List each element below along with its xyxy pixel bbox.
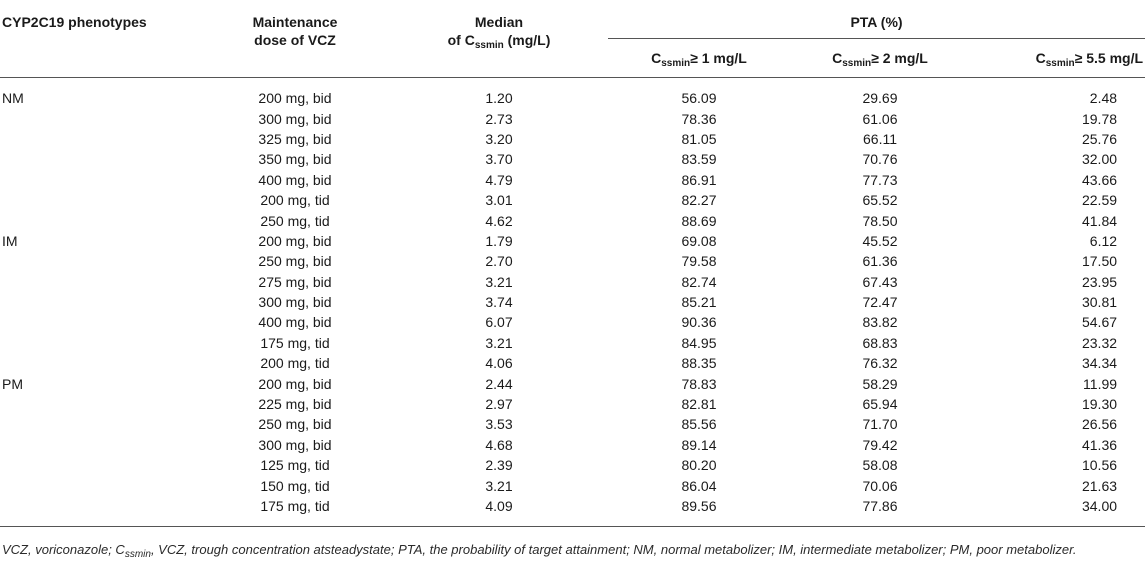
table-row (0, 149, 1145, 169)
cell-dose: 250 mg, bid (258, 253, 332, 270)
cell-dose: 200 mg, bid (258, 232, 332, 249)
cell-pta-1: 89.56 (681, 498, 717, 514)
cell-pta-55: 6.12 (1089, 232, 1118, 249)
cell-phenotype: IM (2, 232, 18, 249)
cell-pta-2: 61.36 (862, 253, 898, 270)
cell-pta-1: 56.09 (681, 90, 717, 107)
cell-dose: 175 mg, tid (260, 334, 330, 351)
table-row (0, 190, 1145, 210)
cell-phenotype (0, 170, 200, 190)
table-row (0, 272, 1145, 292)
cell-phenotype (0, 455, 200, 475)
cell-pta-1: 86.91 (681, 171, 717, 188)
cell-median: 6.07 (485, 314, 513, 331)
cell-pta-1: 88.35 (681, 355, 717, 372)
cell-pta-55: 22.59 (1081, 192, 1118, 209)
header-pta-group: PTA (%) (608, 0, 1145, 39)
cell-pta-2: 68.83 (862, 334, 898, 351)
table-row (0, 394, 1145, 414)
cell-pta-2: 67.43 (862, 273, 898, 290)
cell-pta-1: 80.20 (681, 457, 717, 474)
cell-pta-55: 10.56 (1081, 457, 1118, 474)
cell-dose: 200 mg, bid (258, 90, 332, 107)
cell-dose: 400 mg, bid (258, 314, 332, 331)
cell-median: 2.70 (485, 253, 513, 270)
cell-pta-1: 84.95 (681, 334, 717, 351)
table-row (0, 373, 1145, 393)
cell-phenotype (0, 353, 200, 373)
cell-pta-2: 78.50 (862, 212, 898, 229)
cell-median: 2.39 (485, 457, 513, 474)
cell-pta-2: 66.11 (863, 130, 897, 147)
header-dose: Maintenance dose of VCZ (200, 0, 390, 78)
cell-dose: 125 mg, tid (260, 457, 330, 474)
cell-pta-1: 88.69 (681, 212, 717, 229)
cell-pta-2: 29.69 (862, 90, 898, 107)
cell-pta-1: 82.27 (681, 192, 717, 209)
cell-pta-1: 79.58 (681, 253, 717, 270)
cell-pta-1: 83.59 (681, 151, 717, 168)
table-footnote: VCZ, voriconazole; $C_{ssmin}$, VCZ, trough concentration atsteadystate; PTA, the probability of target attainment; NM, normal metabolizer; IM, intermediate metabolizer; PM, poor metabolizer. (2, 542, 1077, 561)
cell-pta-55: 21.63 (1081, 477, 1118, 494)
cell-phenotype (0, 394, 200, 414)
table-row (0, 435, 1145, 455)
cell-phenotype (0, 496, 200, 526)
cell-pta-1: 89.14 (681, 436, 717, 453)
cell-median: 4.62 (485, 212, 513, 229)
cell-pta-1: 90.36 (681, 314, 717, 331)
table-row (0, 496, 1145, 526)
cell-pta-55: 23.95 (1081, 273, 1118, 290)
cell-pta-2: 58.29 (862, 375, 898, 392)
cell-median: 3.21 (485, 477, 513, 494)
cell-pta-1: 82.81 (681, 396, 717, 413)
table-row (0, 333, 1145, 353)
cell-pta-55: 54.67 (1081, 314, 1118, 331)
cell-median: 2.73 (485, 110, 513, 127)
cell-pta-1: 78.83 (681, 375, 717, 392)
cell-median: 3.21 (485, 273, 513, 290)
table-row (0, 108, 1145, 128)
cell-pta-55: 23.32 (1081, 334, 1118, 351)
header-pta-55: $C_{ssmin}\ge 5.5$ mg/L (970, 39, 1145, 78)
cell-pta-1: 78.36 (681, 110, 717, 127)
cell-pta-2: 58.08 (862, 457, 898, 474)
cell-median: 3.70 (485, 151, 513, 168)
cell-pta-55: 17.50 (1081, 253, 1118, 270)
cell-pta-2: 70.76 (862, 151, 898, 168)
cell-dose: 175 mg, tid (260, 498, 330, 514)
header-median: Median of $C_{ssmin}$ (mg/L) (390, 0, 608, 78)
header-pta-1: $C_{ssmin}\ge 1$ mg/L (608, 39, 790, 78)
cell-dose: 275 mg, bid (258, 273, 332, 290)
table-row (0, 312, 1145, 332)
table-row (0, 170, 1145, 190)
cell-phenotype (0, 190, 200, 210)
cell-pta-55: 19.78 (1081, 110, 1118, 127)
cell-dose: 200 mg, tid (260, 355, 330, 372)
cell-dose: 325 mg, bid (258, 130, 332, 147)
cell-pta-55: 19.30 (1081, 396, 1118, 413)
cell-pta-2: 79.42 (862, 436, 898, 453)
table-row (0, 78, 1145, 109)
cell-pta-2: 76.32 (862, 355, 898, 372)
cell-phenotype (0, 129, 200, 149)
cell-dose: 200 mg, bid (258, 375, 332, 392)
cell-phenotype (0, 108, 200, 128)
cell-dose: 150 mg, tid (260, 477, 330, 494)
cell-phenotype (0, 272, 200, 292)
cell-pta-2: 45.52 (862, 232, 898, 249)
table-row (0, 129, 1145, 149)
cell-dose: 350 mg, bid (258, 151, 332, 168)
cell-pta-1: 69.08 (681, 232, 717, 249)
cell-median: 3.20 (485, 130, 513, 147)
cell-dose: 400 mg, bid (258, 171, 332, 188)
cell-phenotype: PM (2, 375, 23, 392)
cell-pta-2: 77.73 (862, 171, 898, 188)
cell-pta-55: 25.76 (1081, 130, 1118, 147)
cell-pta-55: 41.84 (1081, 212, 1118, 229)
cell-pta-1: 82.74 (681, 273, 717, 290)
table-body (0, 78, 1145, 527)
cell-dose: 250 mg, tid (260, 212, 330, 229)
cell-median: 1.79 (485, 232, 513, 249)
header-phenotype: CYP2C19 phenotypes (0, 0, 200, 78)
cell-pta-2: 70.06 (862, 477, 898, 494)
cell-median: 3.21 (485, 334, 513, 351)
cell-phenotype: NM (2, 90, 24, 107)
table-row (0, 231, 1145, 251)
cell-median: 4.79 (485, 171, 513, 188)
cell-pta-2: 71.70 (862, 416, 898, 433)
cell-pta-2: 65.94 (862, 396, 898, 413)
cell-median: 2.97 (485, 396, 513, 413)
table-row (0, 353, 1145, 373)
cell-pta-55: 34.00 (1081, 498, 1118, 514)
cell-phenotype (0, 149, 200, 169)
cell-pta-55: 32.00 (1081, 151, 1118, 168)
header-pta-2: $C_{ssmin}\ge 2$ mg/L (790, 39, 970, 78)
cell-pta-55: 11.99 (1083, 375, 1118, 392)
cell-phenotype (0, 435, 200, 455)
cell-phenotype (0, 414, 200, 434)
cell-pta-2: 61.06 (862, 110, 898, 127)
table-row (0, 475, 1145, 495)
table-row (0, 414, 1145, 434)
cell-pta-55: 2.48 (1089, 90, 1118, 107)
cell-phenotype (0, 333, 200, 353)
cell-dose: 300 mg, bid (258, 294, 332, 311)
cell-median: 2.44 (485, 375, 513, 392)
cell-pta-2: 72.47 (862, 294, 898, 311)
cell-median: 4.68 (485, 436, 513, 453)
cell-median: 3.53 (485, 416, 513, 433)
cell-median: 4.06 (485, 355, 513, 372)
cell-pta-2: 77.86 (862, 498, 898, 514)
cell-phenotype (0, 251, 200, 271)
table-row (0, 292, 1145, 312)
cell-phenotype (0, 312, 200, 332)
cell-pta-2: 83.82 (862, 314, 898, 331)
cell-dose: 300 mg, bid (258, 110, 332, 127)
cell-pta-1: 85.21 (681, 294, 717, 311)
cell-pta-1: 86.04 (681, 477, 717, 494)
cell-pta-55: 34.34 (1081, 355, 1118, 372)
cell-pta-1: 81.05 (681, 130, 717, 147)
cell-median: 3.01 (485, 192, 513, 209)
cell-dose: 300 mg, bid (258, 436, 332, 453)
cell-median: 4.09 (485, 498, 513, 514)
cell-phenotype (0, 210, 200, 230)
cell-pta-55: 43.66 (1081, 171, 1118, 188)
cell-pta-2: 65.52 (862, 192, 898, 209)
table-row (0, 251, 1145, 271)
cell-pta-55: 41.36 (1081, 436, 1118, 453)
cell-median: 3.74 (485, 294, 513, 311)
cell-phenotype (0, 475, 200, 495)
cell-dose: 250 mg, bid (258, 416, 332, 433)
cell-pta-1: 85.56 (681, 416, 717, 433)
cell-median: 1.20 (485, 90, 513, 107)
cell-dose: 225 mg, bid (258, 396, 332, 413)
cell-phenotype (0, 292, 200, 312)
cell-pta-55: 30.81 (1081, 294, 1118, 311)
table-row (0, 455, 1145, 475)
cell-pta-55: 26.56 (1081, 416, 1118, 433)
cell-dose: 200 mg, tid (260, 192, 330, 209)
table-row (0, 210, 1145, 230)
